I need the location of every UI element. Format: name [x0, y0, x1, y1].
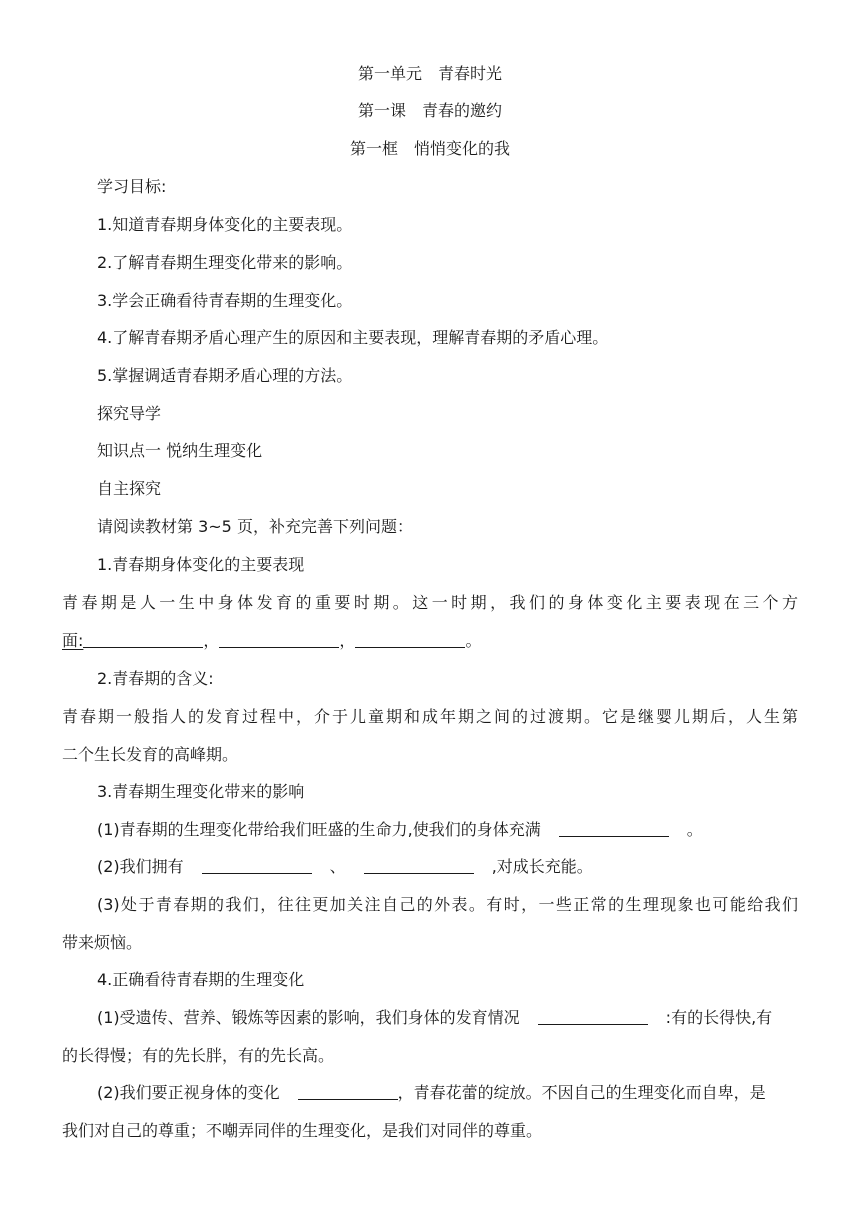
- section1-title: 1.青春期身体变化的主要表现: [97, 555, 305, 574]
- item-text: ,对成长充能。: [491, 857, 593, 876]
- section4-item2: [97, 1083, 766, 1103]
- section4-item2-line2: 我们对自己的尊重；不嘲弄同伴的生理变化，是我们对同伴的尊重。: [62, 1121, 543, 1140]
- separator: 、: [329, 857, 346, 876]
- section2-paragraph-line1: 青春期一般指人的发育过程中，介于儿童期和成年期之间的过渡期。它是继婴儿期后，人生第: [62, 707, 798, 726]
- fill-blank[interactable]: [538, 1008, 648, 1025]
- section3-item1: [97, 820, 703, 840]
- fill-blank[interactable]: [83, 631, 203, 648]
- explore-heading: 探究导学: [97, 404, 162, 423]
- objective-item: 5.掌握调适青春期矛盾心理的方法。: [97, 366, 353, 385]
- separator: ，: [203, 631, 220, 650]
- separator: ，: [339, 631, 356, 650]
- item-text: (2)我们拥有: [97, 857, 184, 876]
- knowledge-point-heading: 知识点一 悦纳生理变化: [97, 441, 263, 460]
- self-explore-heading: 自主探究: [97, 479, 162, 498]
- section3-item3-line1: (3)处于青春期的我们，往往更加关注自己的外表。有时，一些正常的生理现象也可能给我们: [97, 895, 798, 914]
- section4-item1-line2: 的长得慢；有的先长胖，有的先长高。: [62, 1046, 335, 1065]
- objective-item: 2.了解青春期生理变化带来的影响。: [97, 253, 353, 272]
- section2-paragraph-line2: 二个生长发育的高峰期。: [62, 745, 239, 764]
- item-text: ，青春花蕾的绽放。不因自己的生理变化而自卑，是: [397, 1083, 766, 1102]
- lesson-title: 第一课 青春的邀约: [357, 101, 502, 120]
- item-text: :有的长得快,有: [665, 1008, 773, 1027]
- fill-blank[interactable]: [355, 631, 465, 648]
- section2-title: 2.青春期的含义:: [97, 669, 214, 688]
- section4-item1: [97, 1008, 772, 1028]
- section4-title: 4.正确看待青春期的生理变化: [97, 970, 305, 989]
- section1-prefix: 面:: [62, 631, 84, 650]
- unit-title: 第一单元 青春时光: [357, 64, 502, 83]
- item-text: (1)青春期的生理变化带给我们旺盛的生命力,使我们的身体充满: [97, 820, 541, 839]
- fill-blank[interactable]: [298, 1083, 398, 1100]
- item-text: (1)受遗传、营养、锻炼等因素的影响，我们身体的发育情况: [97, 1008, 520, 1027]
- objective-item: 3.学会正确看待青春期的生理变化。: [97, 291, 353, 310]
- line-end: 。: [686, 820, 703, 839]
- fill-blank[interactable]: [219, 631, 339, 648]
- fill-blank[interactable]: [202, 857, 312, 874]
- section3-item2: [97, 857, 593, 877]
- line-end: 。: [465, 631, 482, 650]
- section1-paragraph-line1: 青春期是人一生中身体发育的重要时期。这一时期，我们的身体变化主要表现在三个方: [62, 593, 798, 612]
- section1-blanks-line: [62, 631, 481, 651]
- section3-title: 3.青春期生理变化带来的影响: [97, 782, 305, 801]
- item-text: (2)我们要正视身体的变化: [97, 1083, 280, 1102]
- frame-title: 第一框 悄悄变化的我: [349, 139, 510, 158]
- fill-blank[interactable]: [559, 820, 669, 837]
- fill-blank[interactable]: [364, 857, 474, 874]
- objective-item: 4.了解青春期矛盾心理产生的原因和主要表现，理解青春期的矛盾心理。: [97, 328, 609, 347]
- objectives-heading: 学习目标:: [97, 177, 167, 196]
- reading-instruction: 请阅读教材第 3~5 页，补充完善下列问题：: [97, 517, 413, 536]
- objective-item: 1.知道青春期身体变化的主要表现。: [97, 215, 353, 234]
- section3-item3-line2: 带来烦恼。: [62, 933, 143, 952]
